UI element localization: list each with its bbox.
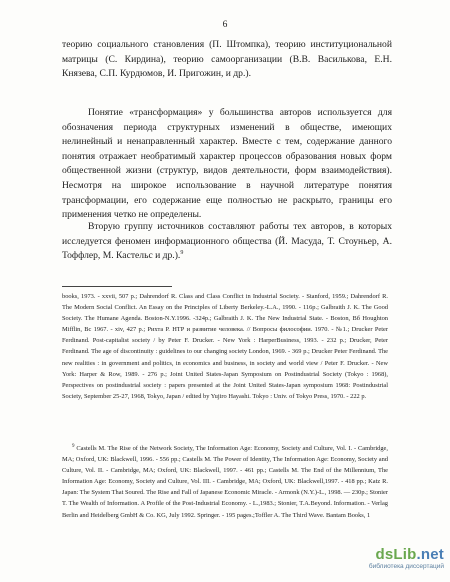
footnote-separator [62,286,172,287]
watermark-brand [376,546,444,563]
footnote-9-marker: 9 [72,443,75,449]
watermark-logo[interactable] [324,546,444,574]
paragraph-2-text: Понятие «трансформация» у большинства авторов используется для обозначения периода структурных изменений в обществе, имеющих нелинейный и ненаправленный характер. Вместе с тем, содержание данного понятия отражает необратимый характер процессов образования новых форм общественной жизни (структур, видов деятельности, форм взаимодействия). Несмотря на широкое использование в научной литературе понятия трансформации, его содержание еще полностью не раскрыто, границы его применения четко не определены. [62,107,392,221]
watermark-brand-main: dsLib [375,546,417,563]
page-number: 6 [222,20,228,30]
paragraph-1-text: теорию социального становления (П. Штомпка), теорию институциональной матрицы (С. Кирдина), теорию самоорганизации (В.В. Василькова, Е.Н. Князева, С.П. Курдюмов, И. Пригожин, и др.). [62,39,392,80]
paragraph-2 [62,106,392,223]
footnote-9-body: Castells M. The Rise of the Network Society, The Information Age: Economy, Society and Culture, Vol. I. - Cambridge, MA; Oxford, UK: Blackwell, 1996. - 556 pp.; Castells M. The Power of Identity, The Information Age: Economy, Society and Culture, Vol. II. - Cambridge, MA; Oxford, UK: Blackwell, 1997. - 461 pp.; Castells M. The End of the Millennium, The Information Age: Economy, Society and Culture, Vol. III. - Cambridge, MA; Oxford, UK: Blackwell,1997. - 418 pp.; Katz R. Japan: The System That Soured. The Rise and Fall of Japanese Economic Miracle. - Armonk (N.Y.)-L., 1998. — 230p.; Stonier T. The Wealth of Information. A Profile of the Post-Industrial Economy. - L.,1983.; Stonier, T.A.Beyond. Information. - Verlag Berlin and Heidelberg GmbH & Co. KG, July 1992. Springer. - 195 pages.;Toffler A. The Third Wave. Bantam Books, 1 [62,445,388,519]
paragraph-3-text [62,220,392,264]
watermark-tagline: библиотека диссертаций [368,563,444,570]
footnote-continued-text: books, 1973. - xxvii, 507 p.; Dahrendorf R. Class and Class Conflict in Industrial Society. - Stanford, 1959.; Dahrendorf R. The Modern Social Conflict. An Essay on the Principles of Liberty Berkeley.-L.A., 1990. - 116p.; Galbraith J. K. The Good Society. The Humane Agenda. Boston-N.Y.1996. -324p.; Galbraith J. K. The New Industrial State. - Boston, Bб Houghton Mifflin, Bс 1967. - xiv, 427 p.; Рихта Р. НТР и развитие человека. // Вопросы философии. 1970. - №1.; Drucker Peter Ferdinand. Post-capitalist society / by Peter F. Drucker. - New York : HarperBusiness, 1993. - 232 p.; Drucker, Peter Ferdinand. The age of discontinuity : guidelines to our changing society London, 1969. - 369 p.; Drucker Peter Ferdinand. The new realities : in government and politics, in economics and business, in society and world view / Peter F. Drucker. - New York: Harper & Row, 1989. - 276 p.; Joint United States-Japan Symposium on Postindustrial Society (Tokyo : 1968), Perspectives on postindustrial society : papers presented at the Joint United States-Japan symposium 1968: Postindustrial Society, September 25-27, 1968, Tokyo, Japan / edited by Yujiro Hayashi. Tokyo : Univ. of Tokyo Press, 1970. - 222 p. [62,293,388,400]
paragraph-3 [62,220,392,264]
watermark-brand-tld: .net [416,546,444,563]
footnote-9-text [62,443,388,521]
paragraph-1 [62,38,392,82]
paragraph-3-body: Вторую группу источников составляют работы тех авторов, в которых исследуется феномен информационного общества (Й. Масуда, Т. Стоуньер, А. Тоффлер, М. Кастельс и др.). [62,221,392,262]
footnote-continued [62,291,388,402]
footnote-9 [62,443,388,521]
footnote-ref-9[interactable]: 9 [180,250,184,256]
